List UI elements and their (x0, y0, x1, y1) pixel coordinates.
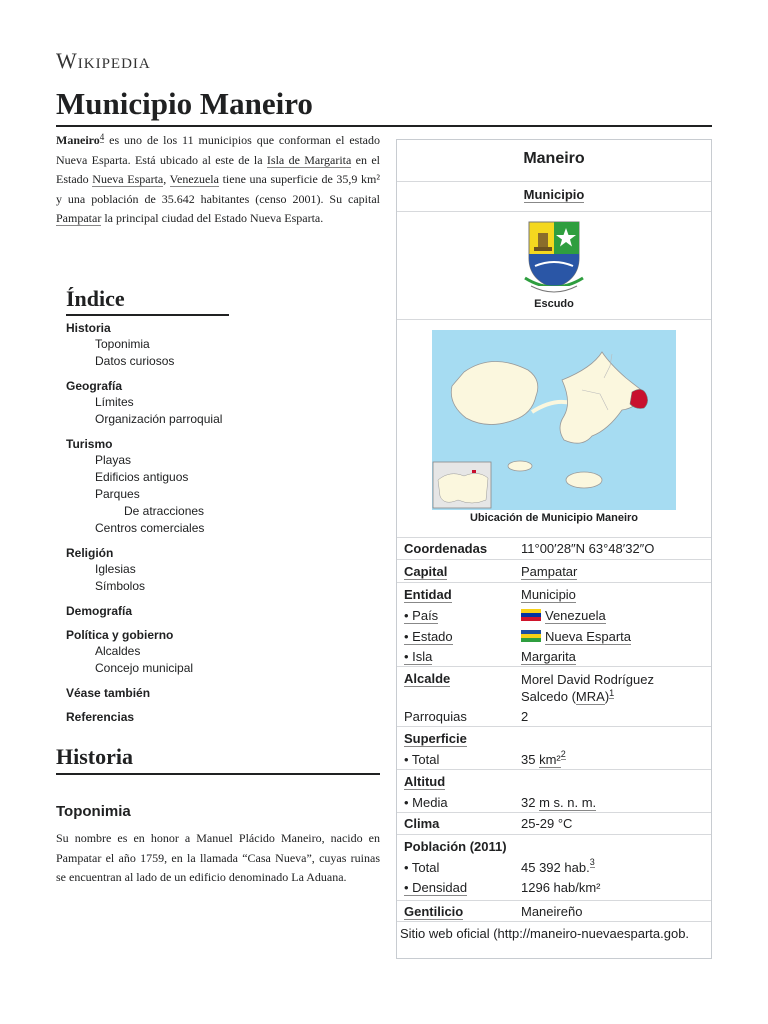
infobox-title: Maneiro (523, 150, 585, 167)
superficie-value: 35 (521, 752, 540, 767)
value-estado (521, 629, 631, 644)
infobox-subtitle-row (397, 181, 711, 212)
toc-item-playas[interactable]: Playas (95, 453, 132, 467)
value-coordenadas[interactable]: 11°00′28″N 63°48′32″O (521, 541, 655, 556)
label-isla (404, 649, 432, 664)
row-altitud (397, 769, 711, 813)
row-capital (397, 559, 711, 583)
label-alcalde[interactable]: Alcalde (404, 671, 451, 686)
map-caption: Ubicación de Municipio Maneiro (469, 512, 639, 524)
party-link[interactable]: MRA (575, 689, 605, 704)
map-isla-cubagua (566, 472, 602, 488)
toc-item-religion[interactable]: Religión (66, 546, 114, 560)
lead-bold-name: Maneiro (56, 133, 100, 147)
toc-section (66, 378, 366, 428)
reference-1[interactable]: 1 (609, 688, 615, 698)
toc-item-alcaldes[interactable]: Alcaldes (95, 644, 141, 658)
toc-section (66, 545, 366, 595)
toc-item-demografia[interactable]: Demografía (66, 604, 133, 618)
label-densidad (404, 880, 467, 895)
section-heading-historia: Historia (56, 744, 133, 769)
venezuela-flag-icon (521, 609, 541, 621)
toc-item-historia[interactable]: Historia (66, 321, 111, 335)
toc-item-de-atracciones[interactable]: De atracciones (124, 504, 205, 518)
toc-item-politica-y-gobierno[interactable]: Política y gobierno (66, 628, 174, 642)
wikipedia-logo[interactable] (56, 48, 151, 74)
coat-of-arms-row (397, 211, 711, 320)
label-entidad[interactable]: Entidad (404, 587, 452, 602)
reference-2[interactable]: 2 (560, 749, 566, 759)
lead-text: en el Estado (56, 152, 380, 186)
row-sitio-web (397, 921, 711, 959)
label-altitud-media: • Media (404, 795, 448, 810)
toc-item-turismo[interactable]: Turismo (66, 437, 113, 451)
toc-item-vease-tambien[interactable]: Véase también (66, 686, 151, 700)
value-entidad[interactable]: Municipio (521, 587, 576, 602)
toc-item-edificios-antiguos[interactable]: Edificios antiguos (95, 470, 189, 484)
toc-item-iglesias[interactable]: Iglesias (95, 562, 136, 576)
row-coordenadas (397, 537, 711, 560)
subsection-heading-toponimia: Toponimia (56, 803, 131, 820)
toc-item-organizacion-parroquial[interactable]: Organización parroquial (95, 412, 223, 426)
row-clima (397, 812, 711, 835)
toc-item-referencias[interactable]: Referencias (66, 710, 135, 724)
logo-text: Wikipedia (56, 48, 151, 73)
label-poblacion-total: • Total (404, 860, 440, 875)
value-superficie-total (521, 749, 566, 767)
label-pais (404, 608, 438, 623)
label-densidad-link[interactable]: • Densidad (404, 880, 468, 895)
row-poblacion (397, 834, 711, 901)
value-capital[interactable]: Pampatar (521, 564, 578, 579)
lead-text: tiene una superficie de 35,9 km² y una población de 35.642 habitantes (censo 2001). Su capital (56, 172, 380, 206)
label-estado (404, 629, 453, 644)
reference-3[interactable]: 3 (589, 857, 595, 867)
value-pais (521, 608, 606, 623)
toc-item-geografia[interactable]: Geografía (66, 379, 123, 393)
official-website-link[interactable]: Sitio web oficial (http://maneiro-nuevaesparta.gob. (400, 926, 690, 941)
label-superficie-total: • Total (404, 752, 440, 767)
label-clima: Clima (404, 816, 440, 831)
value-poblacion-total (521, 857, 595, 875)
value-pais-link[interactable]: Venezuela (545, 608, 606, 623)
value-gentilicio: Maneireño (521, 904, 583, 919)
link-venezuela[interactable]: Venezuela (169, 172, 219, 186)
title-divider (56, 125, 712, 127)
label-pais-link[interactable]: • País (404, 608, 439, 623)
label-poblacion: Población (2011) (404, 839, 507, 854)
toc-list (66, 320, 366, 725)
toc-item-datos-curiosos[interactable]: Datos curiosos (95, 354, 175, 368)
toc-section (66, 436, 366, 537)
toc-section (66, 709, 366, 725)
value-parroquias: 2 (521, 709, 529, 724)
alcalde-paren: ) (604, 689, 610, 704)
map-isla-coche (508, 461, 532, 471)
infobox-subtitle-link[interactable]: Municipio (523, 187, 585, 202)
label-altitud[interactable]: Altitud (404, 774, 446, 789)
label-isla-link[interactable]: • Isla (404, 649, 433, 664)
toc-divider (66, 314, 229, 316)
label-estado-link[interactable]: • Estado (404, 629, 453, 644)
value-densidad: 1296 hab/km² (521, 880, 601, 895)
altitud-value: 32 (521, 795, 540, 810)
toc-section (66, 320, 366, 370)
row-alcalde (397, 666, 711, 727)
page-title: Municipio Maneiro (56, 86, 313, 121)
section-divider (56, 773, 380, 775)
toc-item-toponimia[interactable]: Toponimia (95, 337, 150, 351)
map-highlight-maneiro (630, 389, 648, 408)
location-map-image[interactable] (432, 330, 676, 510)
link-pampatar[interactable]: Pampatar (56, 211, 102, 225)
table-of-contents (66, 286, 366, 725)
value-estado-link[interactable]: Nueva Esparta (545, 629, 631, 644)
lead-text: es uno de los 11 municipios que conforman el estado Nueva Esparta. Está ubicado al este de la (56, 133, 380, 167)
toc-title: Índice (66, 286, 125, 311)
map-row (397, 319, 711, 538)
lead-text: la principal ciudad del Estado Nueva Esparta. (101, 211, 324, 225)
toc-item-parques[interactable]: Parques (95, 487, 140, 501)
value-altitud-media (521, 795, 596, 810)
link-isla-de-margarita[interactable]: Isla de Margarita (266, 152, 352, 167)
nueva-esparta-flag-icon (521, 630, 541, 642)
reference-4[interactable]: 4 (99, 132, 105, 142)
toc-section (66, 685, 366, 701)
lead-paragraph (56, 131, 380, 229)
lead-text: , (163, 172, 170, 186)
infobox (396, 139, 712, 959)
alcalde-name-2: Salcedo ( (521, 689, 576, 704)
km2-link[interactable]: km² (539, 752, 561, 767)
value-clima: 25-29 °C (521, 816, 573, 831)
label-superficie[interactable]: Superficie (404, 731, 467, 746)
toc-section (66, 603, 366, 619)
toc-section (66, 627, 366, 677)
alcalde-name: Morel David Rodríguez (521, 672, 654, 687)
toc-item-simbolos[interactable]: Símbolos (95, 579, 146, 593)
value-isla[interactable]: Margarita (521, 649, 576, 664)
msnm-link[interactable]: m s. n. m. (539, 795, 597, 810)
coat-of-arms-image[interactable] (521, 218, 587, 294)
row-gentilicio (397, 900, 711, 922)
link-nueva-esparta[interactable]: Nueva Esparta (92, 172, 164, 186)
toc-item-limites[interactable]: Límites (95, 395, 134, 409)
label-parroquias: Parroquias (404, 709, 467, 724)
label-coordenadas: Coordenadas (404, 541, 488, 556)
row-superficie (397, 726, 711, 770)
poblacion-value: 45 392 hab. (521, 860, 590, 875)
toc-item-centros-comerciales[interactable]: Centros comerciales (95, 521, 205, 535)
row-entidad (397, 582, 711, 667)
label-capital[interactable]: Capital (404, 564, 448, 579)
value-alcalde (521, 671, 701, 705)
coat-of-arms-caption: Escudo (534, 298, 574, 310)
toc-item-concejo-municipal[interactable]: Concejo municipal (95, 661, 194, 675)
toponimia-paragraph: Su nombre es en honor a Manuel Plácido Maneiro, nacido en Pampatar el año 1759, en la llamada “Casa Nueva”, cuyas ruinas se encuentran al lado de un edificio denominado La Aduana. (56, 831, 380, 884)
label-gentilicio[interactable]: Gentilicio (404, 904, 464, 919)
